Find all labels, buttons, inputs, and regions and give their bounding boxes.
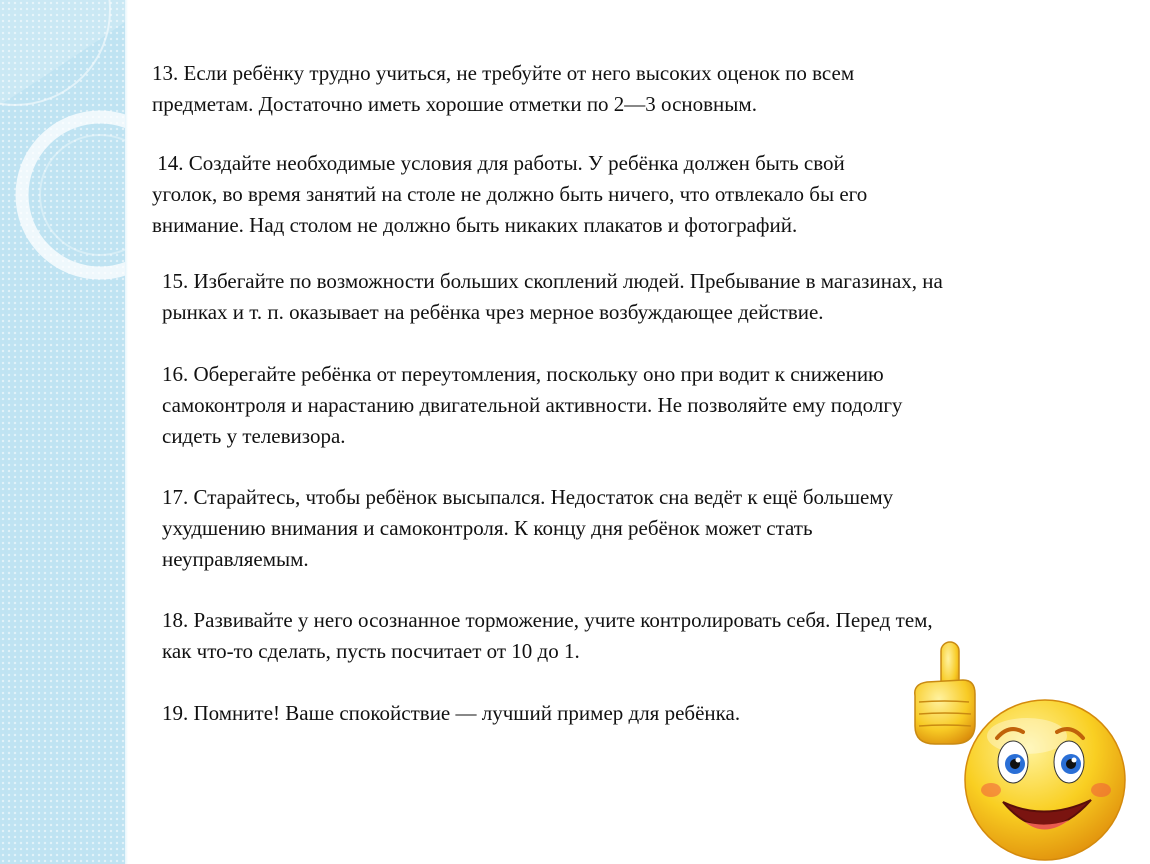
text-line: 16. Оберегайте ребёнка от переутомления, поскольку оно при водит к снижению: [162, 362, 884, 386]
text-line: ухудшению внимания и самоконтроля. К концу дня ребёнок может стать: [162, 516, 813, 540]
text-line: 18. Развивайте у него осознанное торможение, учите контролировать себя. Перед тем,: [162, 608, 933, 632]
text-line: 15. Избегайте по возможности больших скоплений людей. Пребывание в магазинах, на: [162, 269, 943, 293]
text-line: 14. Создайте необходимые условия для работы. У ребёнка должен быть свой: [152, 151, 845, 175]
text-line: 17. Старайтесь, чтобы ребёнок высыпался. Недостаток сна ведёт к ещё большему: [162, 485, 894, 509]
paragraph-15: [162, 266, 943, 328]
sidebar-decoration: [0, 0, 128, 864]
text-line: самоконтроля и нарастанию двигательной активности. Не позволяйте ему подолгу: [162, 393, 903, 417]
paragraph-16: [162, 359, 902, 452]
text-line: неуправляемым.: [162, 547, 309, 571]
paragraph-18: [162, 605, 933, 667]
text-line: предметам. Достаточно иметь хорошие отметки по 2—3 основным.: [152, 92, 757, 116]
text-line: внимание. Над столом не должно быть никаких плакатов и фотографий.: [152, 213, 798, 237]
pointing-hand: [915, 642, 975, 744]
text-line: уголок, во время занятий на столе не должно быть ничего, что отвлекало бы его: [152, 182, 868, 206]
paragraph-14: [152, 148, 867, 241]
text-line: рынках и т. п. оказывает на ребёнка чрез мерное возбуждающее действие.: [162, 300, 824, 324]
text-line: как что-то сделать, пусть посчитает от 10 до 1.: [162, 639, 580, 663]
paragraph-19: [162, 698, 740, 729]
text-line: 19. Помните! Ваше спокойствие — лучший пример для ребёнка.: [162, 701, 741, 725]
smiley-pointing-finger-icon: [905, 640, 1145, 862]
text-line: сидеть у телевизора.: [162, 424, 346, 448]
paragraph-17: [162, 482, 893, 575]
circles-decoration: [0, 0, 128, 864]
text-line: 13. Если ребёнку трудно учиться, не требуйте от него высоких оценок по всем: [152, 61, 855, 85]
paragraph-13: [152, 58, 854, 120]
